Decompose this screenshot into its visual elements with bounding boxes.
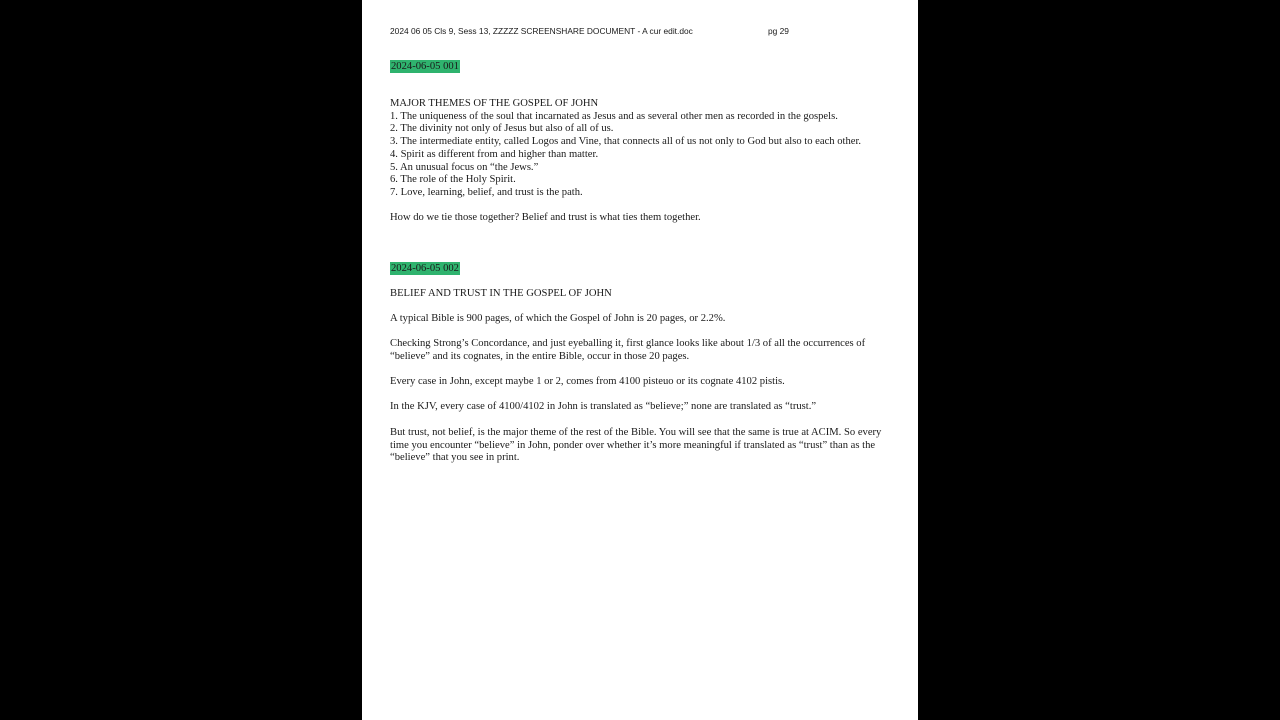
paragraph: In the KJV, every case of 4100/4102 in John is translated as “believe;” none are translated as “trust.”: [390, 401, 817, 412]
themes-heading: MAJOR THEMES OF THE GOSPEL OF JOHN: [390, 98, 599, 109]
document-title: 2024 06 05 Cls 9, Sess 13, ZZZZZ SCREENSHARE DOCUMENT - A cur edit.doc: [390, 26, 693, 36]
theme-item: 6. The role of the Holy Spirit.: [390, 174, 516, 186]
paragraph: Checking Strong’s Concordance, and just eyeballing it, first glance looks like about 1/3 of all the occurrences of “believe” and its cognates, in the entire Bible, occur in those 20 pages.: [390, 338, 866, 362]
theme-item: 2. The divinity not only of Jesus but also of all of us.: [390, 123, 614, 135]
themes-closing: How do we tie those together? Belief and trust is what ties them together.: [390, 212, 701, 223]
theme-item: 3. The intermediate entity, called Logos and Vine, that connects all of us not only to God but also to each other.: [390, 136, 862, 148]
themes-list: [390, 111, 900, 200]
paragraph: A typical Bible is 900 pages, of which the Gospel of John is 20 pages, or 2.2%.: [390, 313, 726, 324]
section-tag-002: 2024-06-05 002: [391, 263, 459, 274]
theme-item: 7. Love, learning, belief, and trust is the path.: [390, 186, 583, 198]
theme-item: 4. Spirit as different from and higher than matter.: [390, 148, 599, 160]
page-number: pg 29: [768, 26, 789, 36]
page-header: [390, 26, 789, 36]
paragraph: But trust, not belief, is the major theme of the rest of the Bible. You will see that the same is true at ACIM. So every time you encounter “believe” in John, ponder over whether it’s more meaningful if translated as “trust” than as the “believe” that you see in print.: [390, 427, 882, 464]
theme-item: 1. The uniqueness of the soul that incarnated as Jesus and as several other men as recorded in the gospels.: [390, 110, 838, 122]
paragraph: Every case in John, except maybe 1 or 2, comes from 4100 pisteuo or its cognate 4102 pistis.: [390, 376, 785, 387]
theme-item: 5. An unusual focus on “the Jews.”: [390, 161, 539, 173]
document-page: [362, 0, 918, 720]
themes-section: [390, 98, 900, 200]
section-tag-001: 2024-06-05 001: [391, 61, 459, 72]
belief-heading: BELIEF AND TRUST IN THE GOSPEL OF JOHN: [390, 288, 612, 299]
